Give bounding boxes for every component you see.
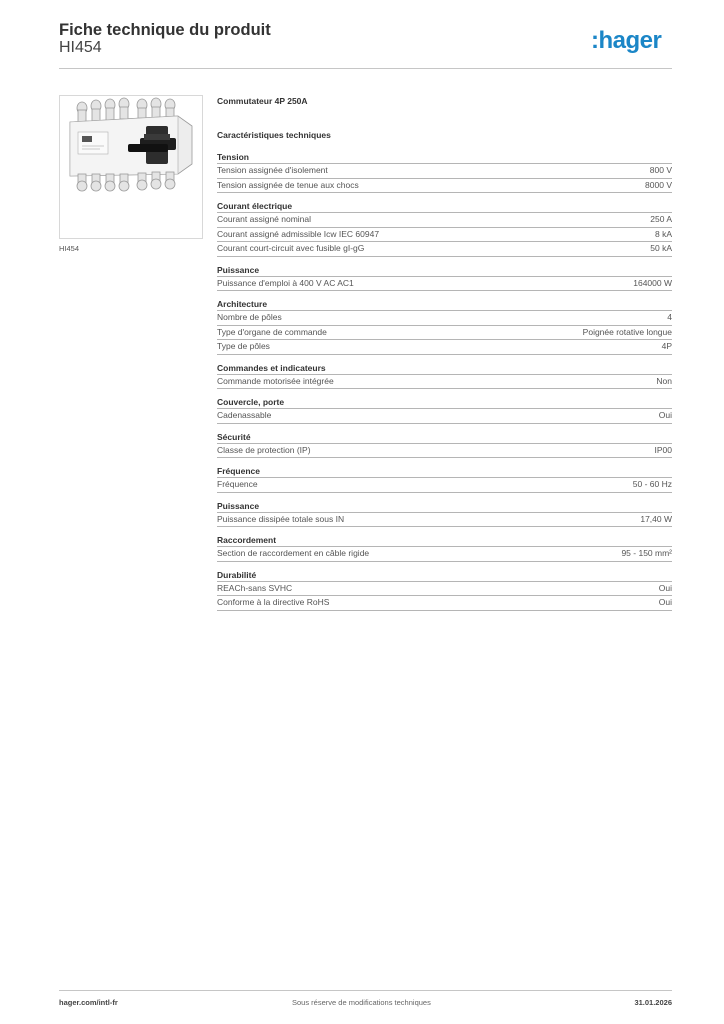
switch-illustration <box>60 96 202 238</box>
spec-value: Non <box>656 375 672 386</box>
spec-label: Nombre de pôles <box>217 312 282 322</box>
page-title: Fiche technique du produit <box>59 21 271 39</box>
spec-row <box>217 340 672 355</box>
spec-label: Tension assignée d'isolement <box>217 165 328 175</box>
spec-row <box>217 596 672 611</box>
spec-sections <box>217 151 672 611</box>
section-title: Commandes et indicateurs <box>217 362 672 375</box>
product-name: Commutateur 4P 250A <box>217 96 308 106</box>
spec-section <box>217 396 672 424</box>
section-title: Durabilité <box>217 569 672 582</box>
spec-row <box>217 582 672 597</box>
product-reference: HI454 <box>59 39 102 56</box>
spec-value: 50 kA <box>650 243 672 253</box>
spec-value: 95 - 150 mm² <box>621 548 672 558</box>
spec-section <box>217 431 672 459</box>
spec-value: Oui <box>658 410 672 420</box>
spec-label: Tension assignée de tenue aux chocs <box>217 179 359 190</box>
spec-row <box>217 375 672 390</box>
spec-value: Poignée rotative longue <box>582 326 672 337</box>
section-title: Couvercle, porte <box>217 396 672 409</box>
header-divider <box>59 68 672 69</box>
spec-row <box>217 409 672 424</box>
spec-value: 17,40 W <box>640 513 672 524</box>
spec-value: 4P <box>661 341 672 351</box>
spec-section <box>217 362 672 390</box>
spec-row <box>217 513 672 528</box>
section-title: Tension <box>217 151 672 164</box>
spec-value: 50 - 60 Hz <box>632 479 672 489</box>
spec-row <box>217 277 672 292</box>
spec-value: Oui <box>658 597 672 607</box>
spec-section <box>217 264 672 292</box>
section-title: Raccordement <box>217 534 672 547</box>
section-title: Sécurité <box>217 431 672 444</box>
section-title: Architecture <box>217 298 672 311</box>
spec-row <box>217 213 672 228</box>
footer-website: hager.com/intl-fr <box>59 998 118 1007</box>
spec-value: IP00 <box>654 444 672 455</box>
spec-label: Conforme à la directive RoHS <box>217 597 330 607</box>
spec-label: Cadenassable <box>217 410 272 420</box>
spec-row <box>217 478 672 493</box>
spec-row <box>217 228 672 243</box>
spec-value: 4 <box>667 312 672 322</box>
spec-section <box>217 298 672 355</box>
spec-label: Puissance dissipée totale sous IN <box>217 513 345 524</box>
spec-section <box>217 569 672 611</box>
spec-label: Puissance d'emploi à 400 V AC AC1 <box>217 277 354 288</box>
hager-logo: :hager <box>591 27 662 54</box>
spec-label: REACh-sans SVHC <box>217 582 293 593</box>
spec-row <box>217 311 672 326</box>
spec-value: Oui <box>658 582 672 593</box>
product-image <box>59 95 203 239</box>
spec-value: 8000 V <box>645 179 672 190</box>
spec-section <box>217 200 672 257</box>
spec-label: Section de raccordement en câble rigide <box>217 548 370 558</box>
section-title: Puissance <box>217 500 672 513</box>
spec-section <box>217 465 672 493</box>
footer-date: 31.01.2026 <box>634 998 672 1007</box>
spec-label: Courant assigné nominal <box>217 214 312 224</box>
section-title: Puissance <box>217 264 672 277</box>
spec-label: Fréquence <box>217 479 258 489</box>
spec-row <box>217 179 672 194</box>
spec-row <box>217 164 672 179</box>
spec-label: Type d'organe de commande <box>217 326 327 337</box>
spec-section <box>217 500 672 528</box>
spec-row <box>217 326 672 341</box>
spec-row <box>217 444 672 459</box>
spec-value: 164000 W <box>633 277 672 288</box>
spec-label: Type de pôles <box>217 341 270 351</box>
spec-section <box>217 534 672 562</box>
spec-label: Courant court-circuit avec fusible gI-gG <box>217 243 365 253</box>
section-title: Fréquence <box>217 465 672 478</box>
spec-row <box>217 242 672 257</box>
spec-row <box>217 547 672 562</box>
spec-value: 250 A <box>650 214 672 224</box>
footer-notice: Sous réserve de modifications techniques <box>292 998 431 1007</box>
spec-section <box>217 151 672 193</box>
spec-value: 8 kA <box>654 228 672 239</box>
spec-label: Commande motorisée intégrée <box>217 375 334 386</box>
spec-content <box>217 96 672 611</box>
footer-divider <box>59 990 672 991</box>
spec-label: Classe de protection (IP) <box>217 444 311 455</box>
spec-value: 800 V <box>649 165 672 175</box>
section-title: Courant électrique <box>217 200 672 213</box>
spec-label: Courant assigné admissible Icw IEC 60947 <box>217 228 380 239</box>
specs-heading: Caractéristiques techniques <box>217 130 331 140</box>
image-caption: HI454 <box>59 244 80 253</box>
